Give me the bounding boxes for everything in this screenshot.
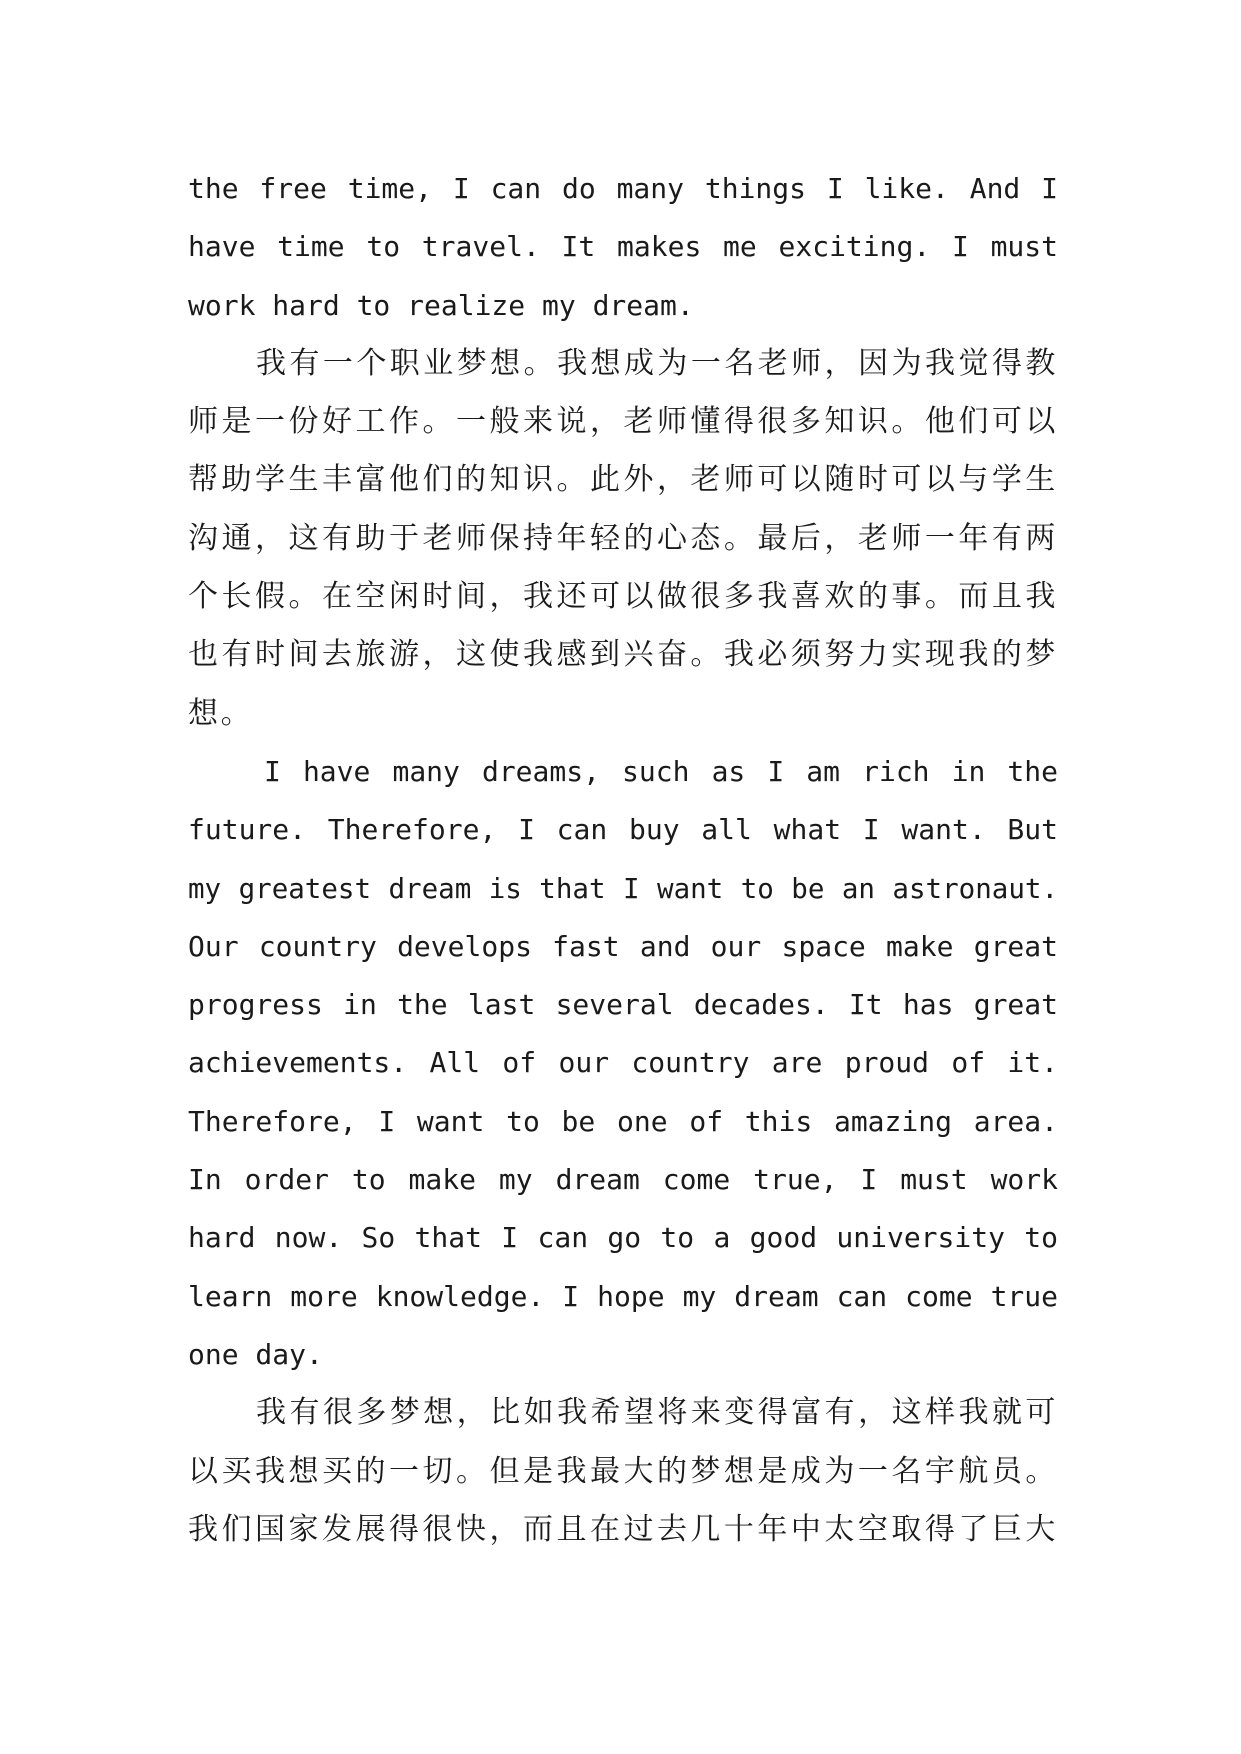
text-line: hard now. So that I can go to a good university to (188, 1221, 1058, 1255)
paragraph-english-2 (188, 743, 1058, 1384)
text-line: future. Therefore, I can buy all what I want. But (188, 813, 1058, 847)
text-line: 我们国家发展得很快，而且在过去几十年中太空取得了巨大 (188, 1511, 1058, 1547)
text-line: 师是一份好工作。一般来说，老师懂得很多知识。他们可以 (188, 404, 1058, 440)
text-line: progress in the last several decades. It has great (188, 988, 1058, 1022)
paragraph-english-1 (188, 160, 1058, 335)
paragraph-chinese-1 (188, 335, 1058, 743)
document-body (188, 160, 1058, 1559)
text-line: I have many dreams, such as I am rich in the (264, 754, 1058, 788)
text-line: 个长假。在空闲时间，我还可以做很多我喜欢的事。而且我 (188, 579, 1058, 615)
text-line: 想。 (188, 695, 254, 731)
text-line: learn more knowledge. I hope my dream can come true (188, 1279, 1058, 1313)
text-line: the free time, I can do many things I like. And I (188, 172, 1058, 205)
text-line: In order to make my dream come true, I must work (188, 1163, 1058, 1197)
text-line: Therefore, I want to be one of this amazing area. (188, 1104, 1058, 1138)
text-line: 我有很多梦想，比如我希望将来变得富有，这样我就可 (256, 1395, 1058, 1431)
text-line: have time to travel. It makes me exciting. I must (188, 230, 1058, 264)
text-line: one day. (188, 1337, 323, 1371)
text-line: work hard to realize my dream. (188, 288, 694, 322)
text-line: 也有时间去旅游，这使我感到兴奋。我必须努力实现我的梦 (188, 637, 1058, 673)
text-line: 帮助学生丰富他们的知识。此外，老师可以随时可以与学生 (188, 462, 1058, 498)
text-line: achievements. All of our country are proud of it. (188, 1046, 1058, 1080)
text-line: 我有一个职业梦想。我想成为一名老师，因为我觉得教 (256, 345, 1058, 381)
text-line: 以买我想买的一切。但是我最大的梦想是成为一名宇航员。 (188, 1453, 1058, 1489)
text-line: 沟通，这有助于老师保持年轻的心态。最后，老师一年有两 (188, 520, 1058, 556)
text-line: my greatest dream is that I want to be an astronaut. (188, 872, 1058, 905)
text-line: Our country develops fast and our space make great (188, 929, 1058, 963)
paragraph-chinese-2 (188, 1384, 1058, 1559)
